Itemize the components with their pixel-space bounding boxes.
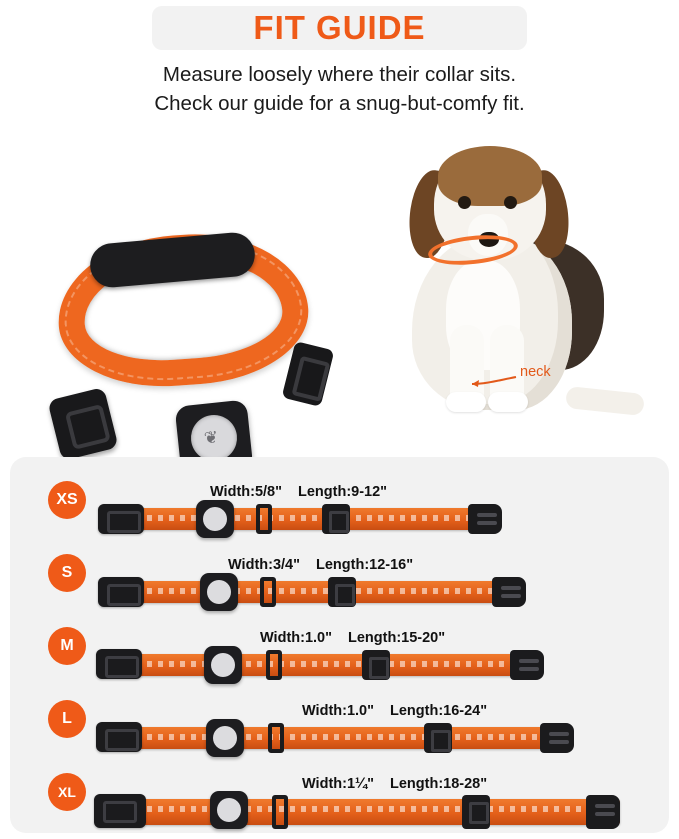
airtag-disc-xs	[203, 507, 227, 531]
size-dims-m	[260, 630, 445, 646]
dog-paw-right	[488, 392, 528, 412]
buckle-xs	[98, 504, 144, 534]
size-badge-l: L	[48, 700, 86, 738]
neck-arrow-icon	[470, 373, 518, 387]
size-dims-l	[302, 703, 487, 719]
buckle-l	[96, 722, 142, 752]
d-ring-l	[268, 723, 284, 753]
strap-m	[114, 654, 542, 676]
width-label-xs: Width:5/8"	[210, 484, 282, 500]
table-row	[10, 615, 669, 681]
length-label-m: Length:15-20"	[348, 630, 446, 646]
strap-xl	[114, 799, 620, 825]
table-row	[10, 469, 669, 535]
size-badge-xl: XL	[48, 773, 86, 811]
strap-end-xs	[468, 504, 502, 534]
d-ring-xs	[256, 504, 272, 534]
dog-head-marking	[438, 146, 542, 206]
airtag-disc-l	[213, 726, 237, 750]
buckle-s	[98, 577, 144, 607]
airtag-disc-m	[211, 653, 235, 677]
strap-s	[114, 581, 524, 603]
airtag-disc	[189, 413, 240, 464]
table-row	[10, 688, 669, 754]
airtag-holder-m	[204, 646, 242, 684]
dog-paw-left	[446, 392, 486, 412]
length-label-xl: Length:18-28"	[390, 776, 488, 792]
d-ring-m	[266, 650, 282, 680]
collar-slider-adjuster	[282, 341, 335, 407]
dog-tail	[565, 386, 645, 416]
subtitle-line-1: Measure loosely where their collar sits.	[162, 63, 517, 86]
page-title: FIT GUIDE	[253, 9, 426, 46]
size-badge-s: S	[48, 554, 86, 592]
airtag-holder-l	[206, 719, 244, 757]
size-dims-xs	[210, 484, 387, 500]
size-badge-xs: XS	[48, 481, 86, 519]
neck-label: neck	[520, 364, 551, 380]
strap-end-m	[510, 650, 544, 680]
paw-icon: ❦	[203, 427, 220, 448]
table-row	[10, 542, 669, 608]
slider-l	[424, 723, 452, 753]
table-row	[10, 761, 669, 827]
strap-xs	[114, 508, 500, 530]
airtag-disc-xl	[217, 798, 241, 822]
subtitle-line-2: Check our guide for a snug-but-comfy fit.	[154, 92, 525, 115]
size-chart-panel	[10, 457, 669, 833]
buckle-m	[96, 649, 142, 679]
width-label-xl: Width:1¼"	[302, 776, 374, 792]
dog-eye-left	[458, 196, 471, 209]
strap-end-xl	[586, 795, 620, 829]
collar-buckle	[47, 387, 118, 461]
slider-s	[328, 577, 356, 607]
page-subtitle	[0, 60, 679, 118]
strap-l	[114, 727, 572, 749]
collar-product-photo	[40, 225, 360, 448]
slider-xs	[322, 504, 350, 534]
airtag-holder-xl	[210, 791, 248, 829]
airtag-holder-s	[200, 573, 238, 611]
strap-end-s	[492, 577, 526, 607]
strap-end-l	[540, 723, 574, 753]
airtag-disc-s	[207, 580, 231, 604]
size-badge-m: M	[48, 627, 86, 665]
buckle-xl	[94, 794, 146, 828]
d-ring-s	[260, 577, 276, 607]
hero-images	[0, 130, 679, 450]
slider-m	[362, 650, 390, 680]
length-label-s: Length:12-16"	[316, 557, 414, 573]
airtag-holder-xs	[196, 500, 234, 538]
slider-xl	[462, 795, 490, 829]
length-label-xs: Length:9-12"	[298, 484, 388, 500]
size-dims-xl	[302, 776, 487, 792]
size-dims-s	[228, 557, 413, 573]
dog-eye-right	[504, 196, 517, 209]
width-label-l: Width:1.0"	[302, 703, 374, 719]
width-label-s: Width:3/4"	[228, 557, 300, 573]
width-label-m: Width:1.0"	[260, 630, 332, 646]
length-label-l: Length:16-24"	[390, 703, 488, 719]
d-ring-xl	[272, 795, 288, 829]
